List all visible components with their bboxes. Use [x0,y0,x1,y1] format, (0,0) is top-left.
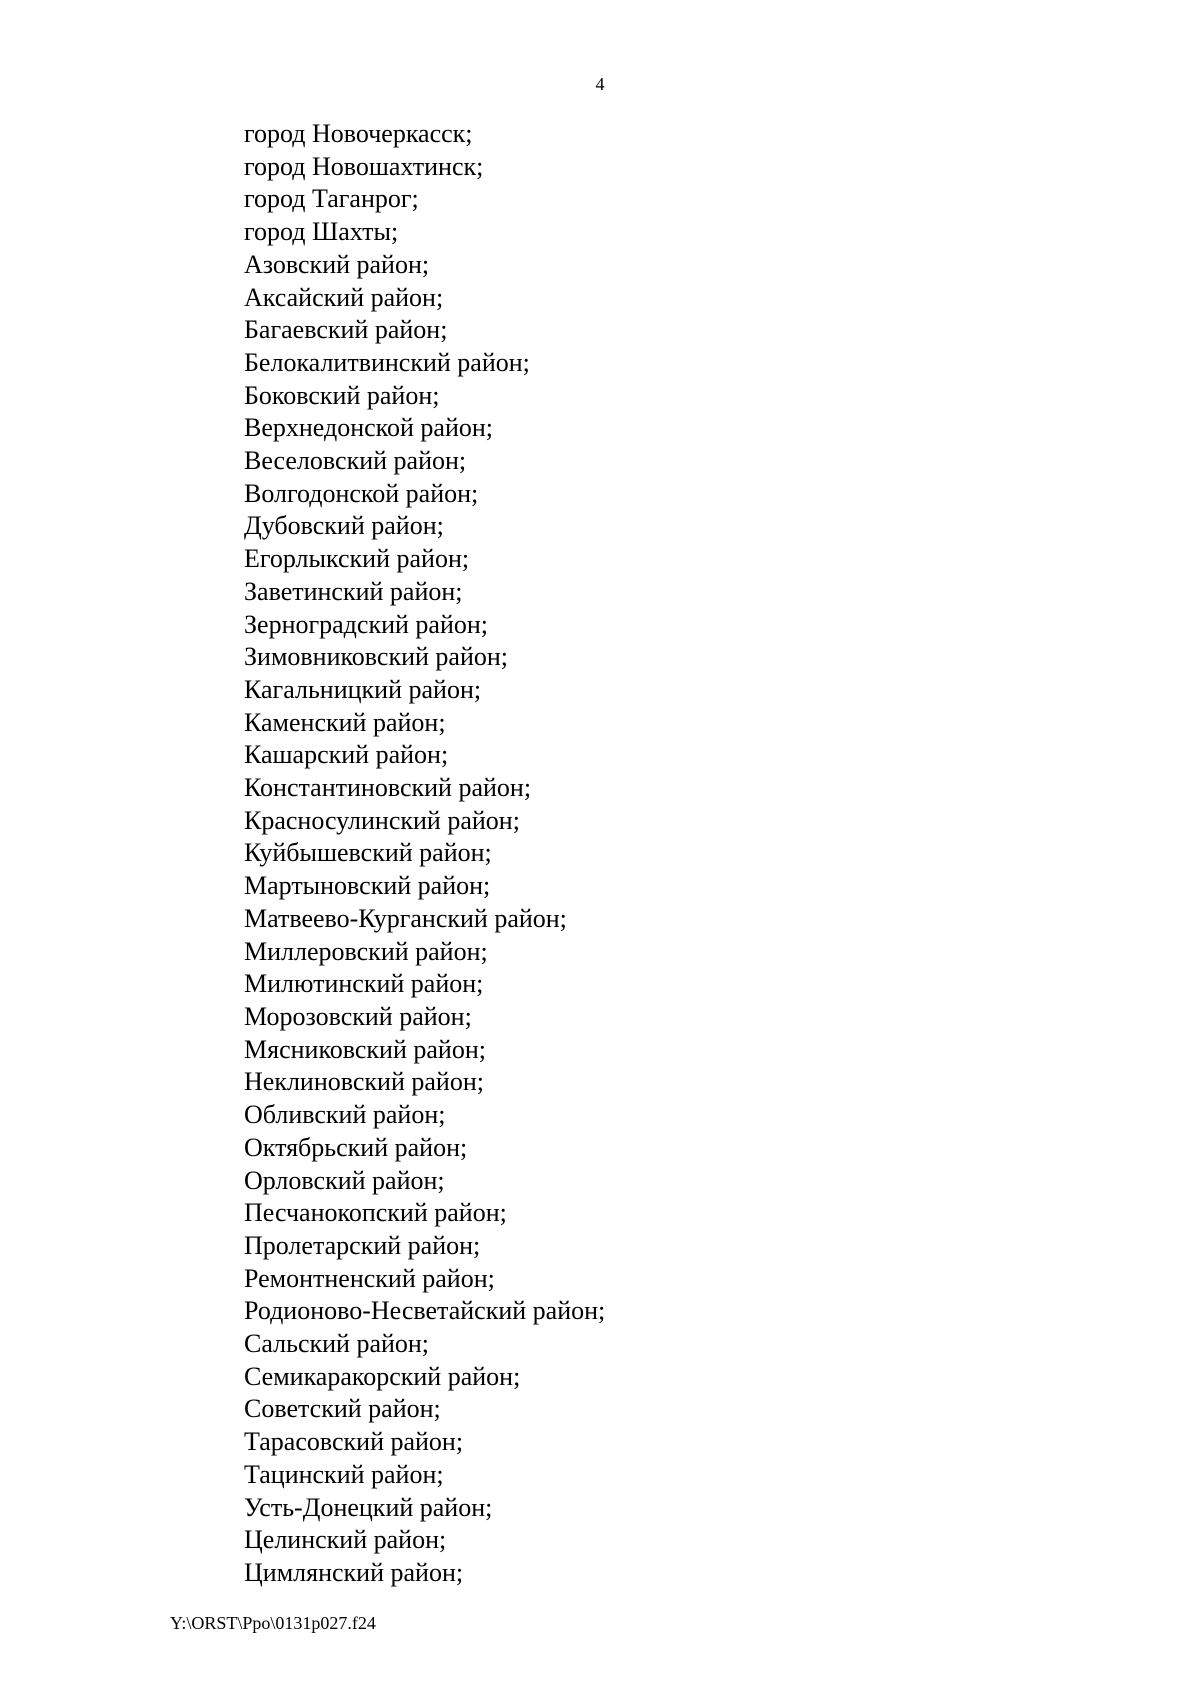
list-item: Константиновский район; [244,773,532,803]
list-item: Мясниковский район; [244,1034,486,1064]
list-item: Зимовниковский район; [244,642,509,672]
list-item: Каменский район; [244,707,446,737]
list-item: Пролетарский район; [244,1230,481,1260]
district-list [244,118,605,1590]
list-item: Мартыновский район; [244,871,491,901]
list-item: Куйбышевский район; [244,838,492,868]
list-item: Октябрьский район; [244,1132,468,1162]
list-item: Советский район; [244,1394,441,1424]
list-item: Тацинский район; [244,1459,444,1489]
list-item: Веселовский район; [244,446,467,476]
list-item: Семикаракорский район; [244,1361,521,1391]
list-item: город Шахты; [244,217,399,247]
list-item: Волгодонской район; [244,478,479,508]
list-item: Азовский район; [244,249,430,279]
list-item: Усть-Донецкий район; [244,1492,493,1522]
list-item: Боковский район; [244,380,440,410]
footer-file-path: Y:\ORST\Ppo\0131p027.f24 [170,1613,376,1633]
list-item: город Новочеркасск; [244,119,473,148]
list-item: Сальский район; [244,1329,430,1359]
list-item: Родионово-Несветайский район; [244,1296,606,1326]
list-item: Обливский район; [244,1100,446,1130]
list-item: Егорлыкский район; [244,544,470,574]
list-item: Кагальницкий район; [244,674,482,704]
list-item: Морозовский район; [244,1001,472,1031]
list-item: Милютинский район; [244,969,484,999]
list-item: Багаевский район; [244,315,448,345]
list-item: Красносулинский район; [244,805,520,835]
list-item: город Таганрог; [244,184,419,214]
list-item: город Новошахтинск; [244,151,484,181]
list-item: Неклиновский район; [244,1067,484,1097]
list-item: Тарасовский район; [244,1427,464,1457]
list-item: Ремонтненский район; [244,1263,495,1293]
list-item: Орловский район; [244,1165,445,1195]
list-item: Аксайский район; [244,282,444,312]
list-item: Дубовский район; [244,511,444,541]
list-item: Матвеево-Курганский район; [244,903,567,933]
page-number: 4 [595,74,605,94]
list-item: Миллеровский район; [244,936,488,966]
list-item: Верхнедонской район; [244,413,493,443]
list-item: Белокалитвинский район; [244,347,530,377]
list-item: Песчанокопский район; [244,1198,507,1228]
list-item: Цимлянский район; [244,1557,464,1587]
list-item: Кашарский район; [244,740,449,770]
list-item: Зерноградский район; [244,609,489,639]
list-item: Заветинский район; [244,576,463,606]
list-item: Целинский район; [244,1525,447,1555]
